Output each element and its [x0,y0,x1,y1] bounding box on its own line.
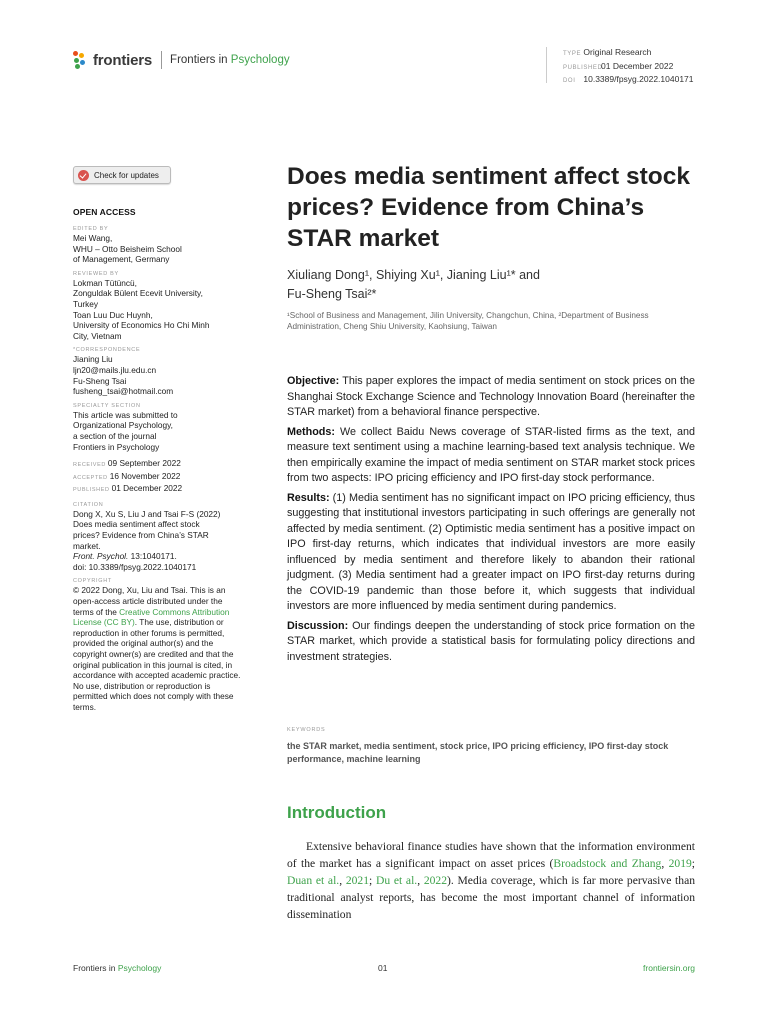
correspondence-block: Jianing Liu ljn20@mails.jlu.edu.cn Fu-Sheng Tsai fusheng_tsai@hotmail.com [73,354,243,396]
copyright-heading: COPYRIGHT [73,578,112,585]
email-link-liu[interactable]: ljn20@mails.jlu.edu.cn [73,364,157,375]
citation-block: Dong X, Xu S, Liu J and Tsai F-S (2022) Does media sentiment affect stock prices? Evidence from China’s STAR market. Front. Psychol. 13:1040171. doi: 10.3389/fpsyg.2022.1040171 [73,509,243,573]
cc-by-license-link[interactable]: Creative Commons Attribution License (CC BY) [73,606,230,628]
logo-wordmark: frontiers [93,51,153,69]
article-meta [546,47,694,83]
edited-by-heading: EDITED BY [73,226,109,232]
abstract-results: Results: (1) Media sentiment has no significant impact on IPO pricing efficiency, thus suggesting that institutional investors participating in such offerings are generally not affected by media sentiment. (2) Optimistic media sentiment has a positive impact on IPO first-day returns, which indicates that individual investors are more easily influenced by media sentiment and therefore likely to abandon their rational judgment. (3) Media sentiment had a greater impact on IPO first-day returns during the COVID-19 pandemic than those before it, which suggests that individual investors are more influenced by media sentiment during pandemics. [287,491,695,612]
keywords: the STAR market, media sentiment, stock price, IPO pricing efficiency, IPO first-day stock performance, machine learning [287,741,669,764]
open-access-label: OPEN ACCESS [73,207,136,217]
citation-doi[interactable]: doi: 10.3389/fpsyg.2022.1040171 [73,561,197,572]
journal-name: Frontiers in Psychology [170,54,290,66]
abstract-methods: Methods: We collect Baidu News coverage of STAR-listed firms as the text, and measure text sentiment using a machine learning-based text analysis technique. We then empirically examine the impact of media sentiment on STAR market stock prices from two aspects: IPO pricing efficiency and IPO first-day stock performance. [287,425,695,484]
meta-published: PUBLISHED01 December 2022 [563,60,674,71]
affiliations: ¹School of Business and Management, Jilin University, Changchun, China, ²Department of Business Administration, Cheng Shiu University, Kaohsiung, Taiwan [287,311,649,331]
article-sidebar [73,207,243,719]
accepted-date: 16 November 2022 [109,470,181,481]
citation-link[interactable]: 2022 [423,874,448,887]
introduction-paragraph: Extensive behavioral finance studies have shown that the information environment of the market has a significant impact on asset prices (Broadstock and Zhang, 2019; Duan et al., 2021; Du et al., 2022). Media coverage, which is far more pervasive than traditional analyst reports, has become the most important channel of information dissemination [287,840,696,921]
specialty-block: This article was submitted to Organizational Psychology, a section of the journal Frontiers in Psychology [73,409,178,452]
edited-by-block: Mei Wang, WHU – Otto Beisheim School of Management, Germany [73,233,182,265]
abstract [287,374,695,669]
footer-journal: Frontiers in Psychology [73,963,162,973]
meta-type: TYPE Original Research [563,47,652,57]
citation-link[interactable]: Broadstock and Zhang [553,857,662,870]
check-for-updates-label: Check for updates [94,170,159,180]
specialty-heading: SPECIALTY SECTION [73,402,141,409]
meta-doi[interactable]: DOI 10.3389/fpsyg.2022.1040171 [563,74,694,84]
dates-block: RECEIVED 09 September 2022 ACCEPTED 16 November 2022 PUBLISHED 01 December 2022 [73,458,183,494]
citation-link[interactable]: Duan et al. [287,874,340,887]
brand-divider [161,51,162,69]
check-for-updates-button[interactable] [73,166,171,184]
citation-link[interactable]: 2019 [668,857,692,870]
correspondence-heading: *CORRESPONDENCE [73,347,141,354]
keywords-heading: KEYWORDS [287,727,326,733]
email-link-tsai[interactable]: fusheng_tsai@hotmail.com [73,386,174,397]
citation-link[interactable]: Du et al. [375,874,418,887]
article-title: Does media sentiment affect stock prices? Evidence from China’s STAR market [287,163,691,252]
frontiers-logo-icon [73,51,89,69]
check-circle-icon [78,170,89,181]
citation-link[interactable]: 2021 [345,874,369,887]
citation-heading: CITATION [73,501,104,508]
published-date: 01 December 2022 [111,483,183,494]
reviewed-by-block: Lokman Tütüncü, Zonguldak Bülent Ecevit University, Turkey Toan Luu Duc Huynh, University of Economics Ho Chi Minh City, Vietnam [73,277,210,341]
frontiers-brand[interactable] [73,51,290,69]
reviewed-by-heading: REVIEWED BY [73,270,119,277]
introduction-heading: Introduction [287,803,387,822]
footer-site-link[interactable]: frontiersin.org [643,963,695,973]
author-list: Xiuliang Dong¹, Shiying Xu¹, Jianing Liu¹* and Fu-Sheng Tsai²* [287,268,540,301]
copyright-block: © 2022 Dong, Xu, Liu and Tsai. This is an open-access article distributed under the terms of the Creative Commons Attribution License (CC BY). The use, distribution or reproduction in other forums is permitted, provided the original author(s) and the copyright owner(s) are credited and that the original publication in this journal is cited, in accordance with accepted academic practice. No use, distribution or reproduction is permitted which does not comply with these terms. [73,585,241,712]
received-date: 09 September 2022 [107,458,181,469]
page-number: 01 [378,963,388,973]
abstract-discussion: Discussion: Our findings deepen the understanding of stock price formation on the STAR market, which provide a statistical basis for formulating policy directions and investment strategies. [287,619,695,663]
abstract-objective: Objective: This paper explores the impact of media sentiment on stock prices on the Shanghai Stock Exchange Science and Technology Innovation Board (hereinafter the STAR market) from a behavioral finance perspective. [287,375,695,418]
